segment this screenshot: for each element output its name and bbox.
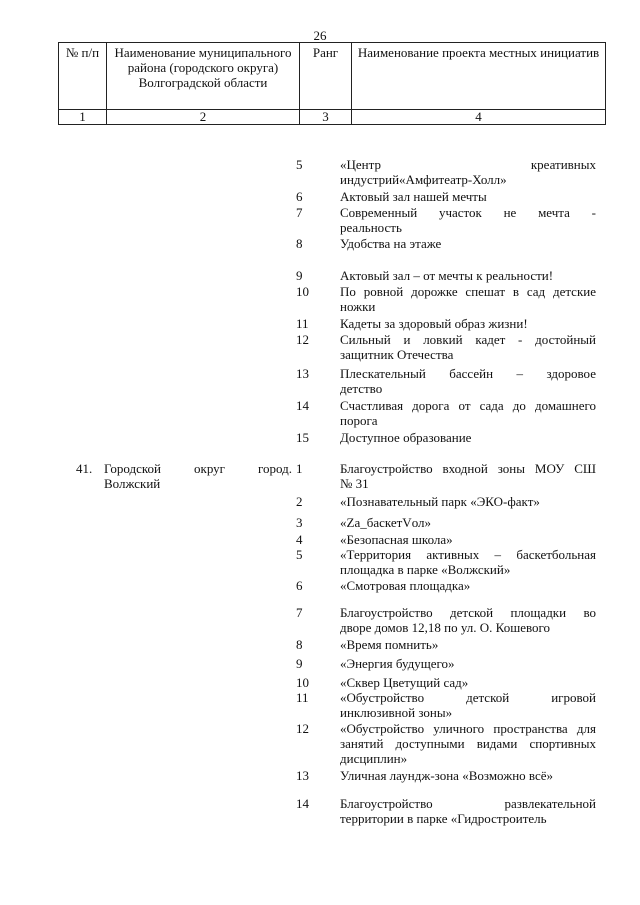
rank-cell: 3 bbox=[296, 515, 303, 530]
project-cell: Кадеты за здоровый образ жизни! bbox=[340, 316, 528, 331]
rank-cell: 8 bbox=[296, 236, 303, 251]
entry-number: 41. bbox=[76, 461, 93, 476]
rank-cell: 1 bbox=[296, 461, 303, 476]
project-cell: «Безопасная школа» bbox=[340, 532, 453, 547]
project-cell: Благоустройство входной зоны МОУ СШ № 31 bbox=[340, 461, 596, 491]
project-cell: Доступное образование bbox=[340, 430, 472, 445]
project-cell: Плескательный бассейн – здоровое детство bbox=[340, 366, 596, 396]
rank-cell: 2 bbox=[296, 494, 303, 509]
header-col-project: Наименование проекта местных инициатив bbox=[352, 43, 606, 110]
project-cell: «Сквер Цветущий сад» bbox=[340, 675, 469, 690]
page-number: 26 bbox=[313, 28, 327, 43]
project-cell: «Познавательный парк «ЭКО-факт» bbox=[340, 494, 540, 509]
rank-cell: 10 bbox=[296, 675, 309, 690]
rank-cell: 7 bbox=[296, 605, 303, 620]
header-col-rank: Ранг bbox=[300, 43, 352, 110]
project-cell: «Территория активных – баскетбольная площадка в парке «Волжский» bbox=[340, 547, 596, 577]
rank-cell: 12 bbox=[296, 721, 309, 736]
rank-cell: 10 bbox=[296, 284, 309, 299]
project-cell: Благоустройство развлекательной территории в парке «Гидростроитель bbox=[340, 796, 596, 826]
rank-cell: 6 bbox=[296, 189, 303, 204]
rank-cell: 14 bbox=[296, 796, 309, 811]
project-cell: «Обустройство уличного пространства для занятий доступными видами спортивных дисциплин» bbox=[340, 721, 596, 766]
project-cell: Сильный и ловкий кадет - достойный защитник Отечества bbox=[340, 332, 596, 362]
rank-cell: 13 bbox=[296, 768, 309, 783]
header-num-1: 1 bbox=[59, 110, 107, 125]
rank-cell: 9 bbox=[296, 656, 303, 671]
table-header bbox=[58, 42, 606, 125]
rank-cell: 8 bbox=[296, 637, 303, 652]
region-cell: Городской округ город. Волжский bbox=[104, 461, 292, 491]
rank-cell: 13 bbox=[296, 366, 309, 381]
header-num-2: 2 bbox=[107, 110, 300, 125]
project-cell: «Центр креативных индустрий«Амфитеатр-Холл» bbox=[340, 157, 596, 187]
header-col-region: Наименование муниципального района (городского округа) Волгоградской области bbox=[107, 43, 300, 110]
rank-cell: 15 bbox=[296, 430, 309, 445]
project-cell: Современный участок не мечта - реальность bbox=[340, 205, 596, 235]
project-cell: Уличная лаундж-зона «Возможно всё» bbox=[340, 768, 554, 783]
project-cell: Счастливая дорога от сада до домашнего порога bbox=[340, 398, 596, 428]
rank-cell: 12 bbox=[296, 332, 309, 347]
rank-cell: 4 bbox=[296, 532, 303, 547]
project-cell: «Смотровая площадка» bbox=[340, 578, 471, 593]
project-cell: Благоустройство детской площадки во дворе домов 12,18 по ул. О. Кошевого bbox=[340, 605, 596, 635]
rank-cell: 9 bbox=[296, 268, 303, 283]
project-cell: Актовый зал – от мечты к реальности! bbox=[340, 268, 554, 283]
rank-cell: 5 bbox=[296, 547, 303, 562]
project-cell: По ровной дорожке спешат в сад детские ножки bbox=[340, 284, 596, 314]
header-num-4: 4 bbox=[352, 110, 606, 125]
rank-cell: 7 bbox=[296, 205, 303, 220]
header-col-number: № п/п bbox=[59, 43, 107, 110]
rank-cell: 14 bbox=[296, 398, 309, 413]
project-cell: «Энергия будущего» bbox=[340, 656, 455, 671]
header-num-3: 3 bbox=[300, 110, 352, 125]
project-cell: «Обустройство детской игровой инклюзивной зоны» bbox=[340, 690, 596, 720]
project-cell: «Za_баскетVол» bbox=[340, 515, 432, 530]
project-cell: «Время помнить» bbox=[340, 637, 439, 652]
rank-cell: 6 bbox=[296, 578, 303, 593]
rank-cell: 11 bbox=[296, 690, 309, 705]
project-cell: Актовый зал нашей мечты bbox=[340, 189, 487, 204]
project-cell: Удобства на этаже bbox=[340, 236, 442, 251]
rank-cell: 5 bbox=[296, 157, 303, 172]
rank-cell: 11 bbox=[296, 316, 309, 331]
